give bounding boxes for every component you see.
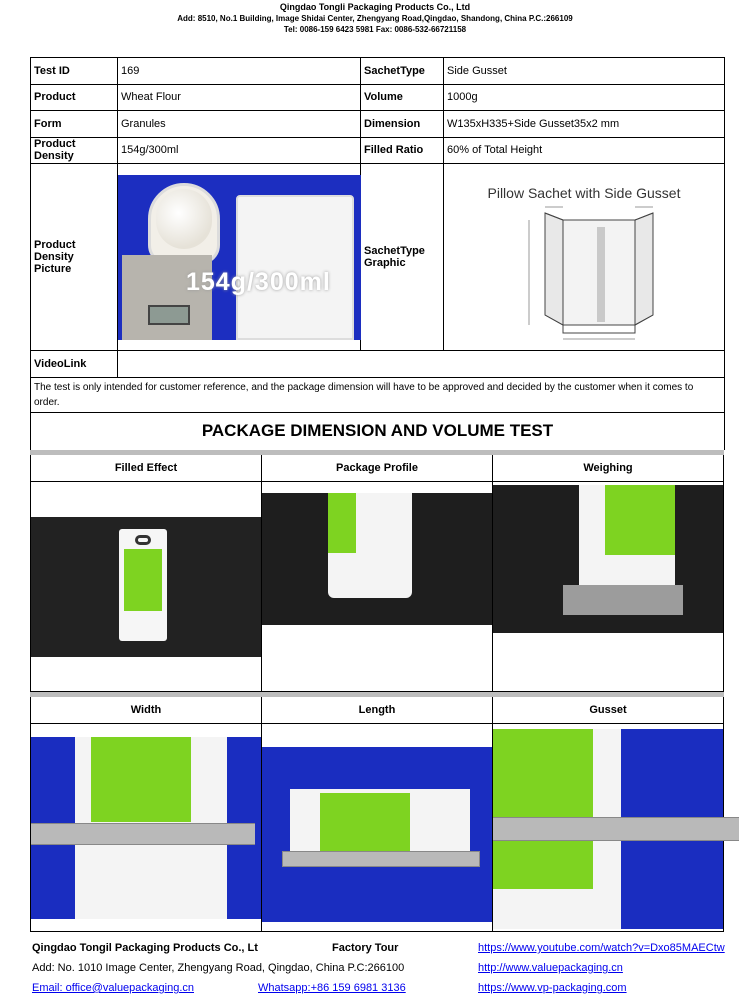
dimension-label: Dimension: [361, 111, 444, 138]
product-label: Product: [31, 84, 118, 111]
filled-effect-cell: [31, 455, 262, 691]
test-info-table: [30, 57, 725, 450]
filled-effect-photo: [31, 517, 261, 657]
form-label: Form: [31, 111, 118, 138]
footer-address: Add: No. 1010 Image Center, Zhengyang Road, Qingdao, China P.C:266100: [32, 962, 405, 974]
website-link-1[interactable]: http://www.valuepackaging.cn: [478, 962, 623, 974]
width-photo: [31, 737, 261, 919]
email-link[interactable]: Email: office@valuepackaging.cn: [32, 982, 194, 994]
bag-label: [124, 549, 162, 611]
density-label: Product Density: [31, 137, 118, 164]
volume-label: Volume: [361, 84, 444, 111]
company-name: Qingdao Tongli Packaging Products Co., Ltd: [279, 2, 471, 12]
weighing-cell: [493, 455, 723, 691]
sachet-graphic-label: SachetType Graphic: [361, 164, 444, 351]
website-link-2[interactable]: https://www.vp-packaging.com: [478, 982, 627, 994]
sachet-graphic: [447, 165, 722, 350]
density-photo: [118, 175, 361, 340]
ruler: [493, 817, 739, 841]
filled-ratio-label: Filled Ratio: [361, 137, 444, 164]
density-picture-label: Product Density Picture: [31, 164, 118, 351]
bag-label: [493, 729, 593, 889]
footer-company: Qingdao Tongil Packaging Products Co., Lt: [32, 942, 258, 954]
sachet-type-value: Side Gusset: [444, 58, 725, 85]
gusset-photo: [493, 729, 723, 929]
length-cell: [262, 697, 493, 931]
test-id-label: Test ID: [31, 58, 118, 85]
package-profile-header: Package Profile: [262, 455, 492, 482]
gusset-header: Gusset: [493, 697, 723, 724]
density-overlay: 154g/300ml: [186, 267, 331, 296]
weighing-header: Weighing: [493, 455, 723, 482]
density-value: 154g/300ml: [118, 137, 361, 164]
videolink-value[interactable]: [118, 351, 725, 378]
company-phone: Tel: 0086-159 6423 5981 Fax: 0086-532-66721158: [283, 25, 467, 34]
sachet-type-label: SachetType: [361, 58, 444, 85]
sachet-graphic-cell: [444, 164, 725, 351]
filled-effect-header: Filled Effect: [31, 455, 261, 482]
ruler: [31, 823, 255, 845]
ruler: [282, 851, 480, 867]
photo-row-2: [30, 697, 724, 932]
bag-label: [91, 737, 191, 822]
graphic-title: Pillow Sachet with Side Gusset: [487, 184, 681, 201]
gusset-cell: [493, 697, 723, 931]
test-id-value: 169: [118, 58, 361, 85]
scale: [563, 585, 683, 615]
product-value: Wheat Flour: [118, 84, 361, 111]
footer: [32, 939, 732, 999]
scale-display: [148, 305, 190, 325]
factory-tour-label: Factory Tour: [332, 942, 399, 954]
volume-value: 1000g: [444, 84, 725, 111]
disclaimer-note: The test is only intended for customer reference, and the package dimension will have to be approved and decided by the customer when it comes to order.: [31, 378, 725, 413]
bag-label: [328, 493, 356, 553]
dimension-value: W135xH335+Side Gusset35x2 mm: [444, 111, 725, 138]
flour-mound: [156, 189, 212, 249]
length-photo: [262, 747, 492, 922]
bag-handle: [135, 535, 151, 545]
company-address: Add: 8510, No.1 Building, Image Shidai Center, Zhengyang Road,Qingdao, Shandong, China P.C.:266109: [177, 14, 573, 23]
width-cell: [31, 697, 262, 931]
width-header: Width: [31, 697, 261, 724]
form-value: Granules: [118, 111, 361, 138]
package-profile-cell: [262, 455, 493, 691]
filled-ratio-value: 60% of Total Height: [444, 137, 725, 164]
package-profile-photo: [262, 493, 492, 625]
whatsapp-link[interactable]: Whatsapp:+86 159 6981 3136: [258, 982, 406, 994]
length-header: Length: [262, 697, 492, 724]
weighing-photo: [493, 485, 723, 633]
photo-row-1: [30, 455, 724, 692]
bag-label: [320, 793, 410, 855]
videolink-label: VideoLink: [31, 351, 118, 378]
density-picture-cell: [118, 164, 361, 351]
bag-label: [605, 485, 675, 555]
youtube-link[interactable]: https://www.youtube.com/watch?v=Dxo85MAECtw: [478, 942, 725, 954]
sachet-diagram: [447, 165, 722, 350]
letterhead: [0, 0, 750, 35]
section-title: PACKAGE DIMENSION AND VOLUME TEST: [31, 413, 725, 450]
